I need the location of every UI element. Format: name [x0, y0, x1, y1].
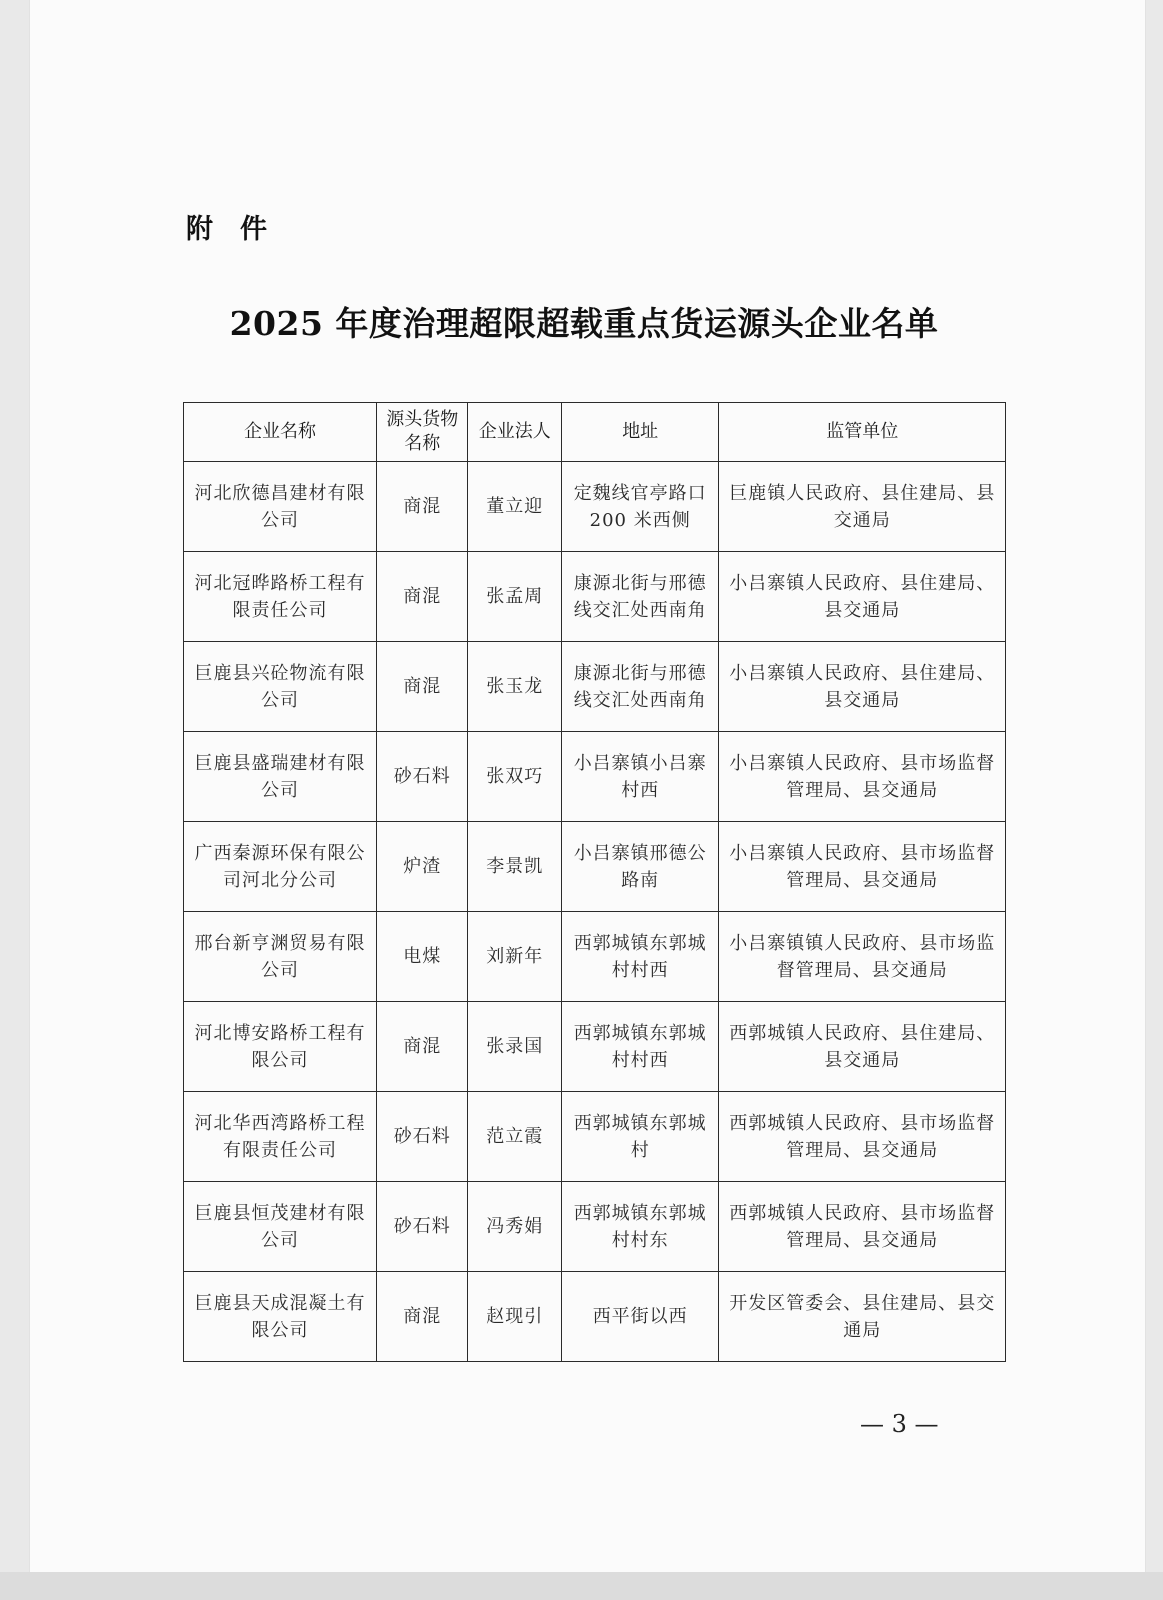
cell-supervisor: 西郭城镇人民政府、县市场监督管理局、县交通局 [719, 1092, 1006, 1182]
table-header-row [184, 403, 1006, 462]
cell-address: 康源北街与邢德线交汇处西南角 [561, 552, 718, 642]
cell-legal-person: 董立迎 [468, 462, 561, 552]
cell-address: 小吕寨镇邢德公路南 [561, 822, 718, 912]
cell-company: 河北冠晔路桥工程有限责任公司 [184, 552, 377, 642]
cell-address: 小吕寨镇小吕寨村西 [561, 732, 718, 822]
cell-legal-person: 张双巧 [468, 732, 561, 822]
table-row [184, 552, 1006, 642]
cell-legal-person: 冯秀娟 [468, 1182, 561, 1272]
company-list-table [183, 402, 1006, 1362]
table-row [184, 462, 1006, 552]
cell-goods: 电煤 [377, 912, 468, 1002]
cell-legal-person: 李景凯 [468, 822, 561, 912]
table-row [184, 732, 1006, 822]
cell-company: 河北欣德昌建材有限公司 [184, 462, 377, 552]
cell-company: 巨鹿县盛瑞建材有限公司 [184, 732, 377, 822]
table-row [184, 1272, 1006, 1362]
header-address: 地址 [561, 403, 718, 462]
header-supervisor: 监管单位 [719, 403, 1006, 462]
cell-supervisor: 小吕寨镇人民政府、县市场监督管理局、县交通局 [719, 822, 1006, 912]
scan-bottom-edge [0, 1572, 1163, 1600]
cell-legal-person: 范立霞 [468, 1092, 561, 1182]
table-row [184, 642, 1006, 732]
page-number: — 3 — [860, 1410, 939, 1438]
cell-address: 西平街以西 [561, 1272, 718, 1362]
cell-address: 西郭城镇东郭城村村西 [561, 1002, 718, 1092]
cell-company: 巨鹿县天成混凝土有限公司 [184, 1272, 377, 1362]
cell-company: 广西秦源环保有限公司河北分公司 [184, 822, 377, 912]
cell-supervisor: 小吕寨镇镇人民政府、县市场监督管理局、县交通局 [719, 912, 1006, 1002]
cell-legal-person: 刘新年 [468, 912, 561, 1002]
cell-company: 河北华西湾路桥工程有限责任公司 [184, 1092, 377, 1182]
cell-goods: 商混 [377, 1002, 468, 1092]
cell-supervisor: 小吕寨镇人民政府、县住建局、县交通局 [719, 642, 1006, 732]
cell-address: 西郭城镇东郭城村村东 [561, 1182, 718, 1272]
table-row [184, 1002, 1006, 1092]
cell-legal-person: 张玉龙 [468, 642, 561, 732]
cell-address: 西郭城镇东郭城村 [561, 1092, 718, 1182]
cell-supervisor: 西郭城镇人民政府、县住建局、县交通局 [719, 1002, 1006, 1092]
cell-supervisor: 西郭城镇人民政府、县市场监督管理局、县交通局 [719, 1182, 1006, 1272]
cell-legal-person: 张孟周 [468, 552, 561, 642]
table-row [184, 1182, 1006, 1272]
header-company: 企业名称 [184, 403, 377, 462]
cell-address: 西郭城镇东郭城村村西 [561, 912, 718, 1002]
header-legal-person: 企业法人 [468, 403, 561, 462]
cell-supervisor: 巨鹿镇人民政府、县住建局、县交通局 [719, 462, 1006, 552]
cell-legal-person: 张录国 [468, 1002, 561, 1092]
cell-goods: 商混 [377, 552, 468, 642]
cell-supervisor: 小吕寨镇人民政府、县住建局、县交通局 [719, 552, 1006, 642]
cell-goods: 商混 [377, 462, 468, 552]
document-title: 2025 年度治理超限超载重点货运源头企业名单 [229, 304, 939, 343]
table-row [184, 822, 1006, 912]
cell-company: 邢台新亨渊贸易有限公司 [184, 912, 377, 1002]
cell-goods: 炉渣 [377, 822, 468, 912]
header-goods: 源头货物名称 [377, 403, 468, 462]
cell-address: 康源北街与邢德线交汇处西南角 [561, 642, 718, 732]
attachment-label: 附 件 [186, 214, 267, 245]
table-row [184, 912, 1006, 1002]
cell-supervisor: 开发区管委会、县住建局、县交通局 [719, 1272, 1006, 1362]
cell-company: 巨鹿县恒茂建材有限公司 [184, 1182, 377, 1272]
cell-supervisor: 小吕寨镇人民政府、县市场监督管理局、县交通局 [719, 732, 1006, 822]
cell-goods: 商混 [377, 642, 468, 732]
cell-legal-person: 赵现引 [468, 1272, 561, 1362]
cell-goods: 砂石料 [377, 1182, 468, 1272]
cell-goods: 砂石料 [377, 732, 468, 822]
cell-company: 巨鹿县兴砼物流有限公司 [184, 642, 377, 732]
cell-goods: 砂石料 [377, 1092, 468, 1182]
cell-company: 河北博安路桥工程有限公司 [184, 1002, 377, 1092]
cell-address: 定魏线官亭路口 200 米西侧 [561, 462, 718, 552]
table-row [184, 1092, 1006, 1182]
cell-goods: 商混 [377, 1272, 468, 1362]
